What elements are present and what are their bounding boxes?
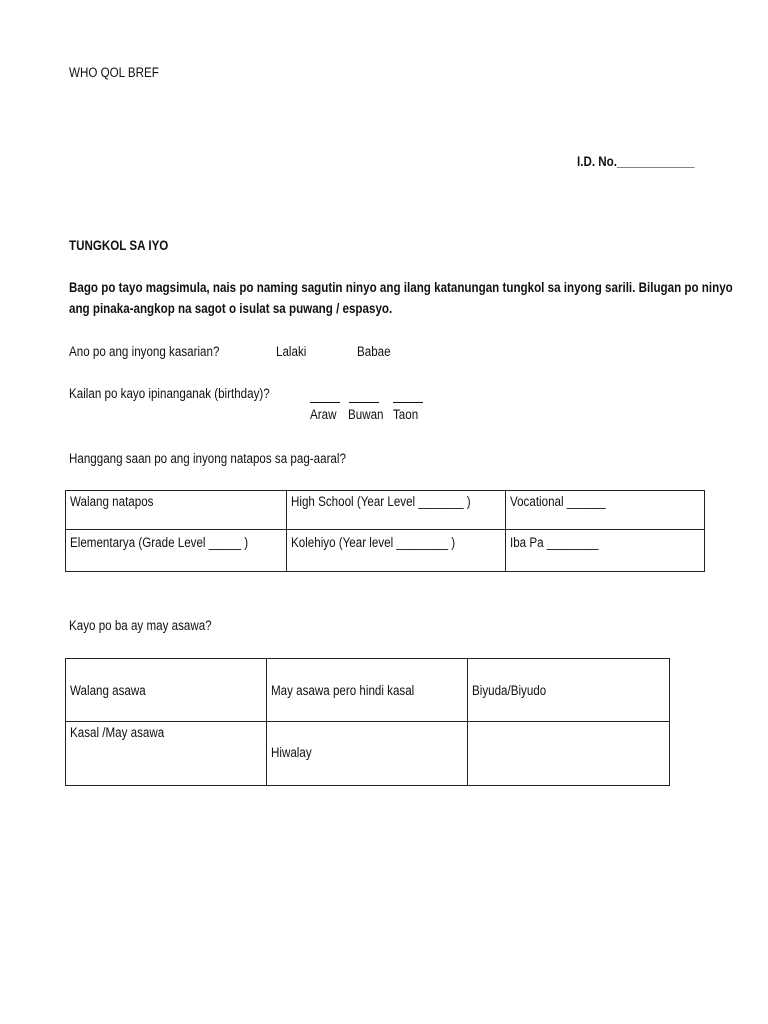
intro-text-line1: Bago po tayo magsimula, nais po naming sagutin ninyo ang ilang katanungan tungkol sa inyong sarili. Bilugan po ninyo (69, 280, 733, 295)
education-cell[interactable] (287, 530, 506, 572)
marital-question: Kayo po ba ay may asawa? (69, 618, 212, 633)
marital-cell[interactable] (66, 659, 267, 722)
education-question: Hanggang saan po ang inyong natapos sa pag-aaral? (69, 451, 346, 466)
marital-table (65, 658, 670, 786)
education-option-none: Walang natapos (70, 494, 154, 509)
marital-cell[interactable] (66, 722, 267, 786)
form-header: WHO QOL BREF (69, 65, 159, 80)
education-cell[interactable] (66, 530, 287, 572)
marital-option-married: Kasal /May asawa (70, 725, 165, 740)
marital-cell-empty (468, 722, 670, 786)
intro-text-line2: ang pinaka-angkop na sagot o isulat sa puwang / espasyo. (69, 301, 393, 316)
birthday-day-label: Araw (310, 407, 337, 422)
education-option-elementary: Elementarya (Grade Level _____ ) (70, 535, 249, 550)
birthday-year-label: Taon (393, 407, 419, 422)
education-option-college: Kolehiyo (Year level ________ ) (291, 535, 456, 550)
education-cell[interactable] (506, 491, 705, 530)
education-option-other: Iba Pa ________ (510, 535, 599, 550)
marital-option-unmarried-partner: May asawa pero hindi kasal (271, 683, 415, 698)
birthday-day-blank[interactable] (310, 401, 340, 403)
marital-option-separated: Hiwalay (271, 745, 312, 760)
marital-cell[interactable] (468, 659, 670, 722)
marital-row (66, 722, 670, 786)
birthday-month-label: Buwan (348, 407, 384, 422)
sex-question: Ano po ang inyong kasarian? (69, 344, 220, 359)
education-table (65, 490, 705, 572)
education-cell[interactable] (66, 491, 287, 530)
education-cell[interactable] (287, 491, 506, 530)
id-number-field: I.D. No.____________ (577, 154, 695, 169)
marital-row (66, 659, 670, 722)
marital-option-widowed: Biyuda/Biyudo (472, 683, 547, 698)
sex-option-male[interactable]: Lalaki (276, 344, 307, 359)
sex-option-female[interactable]: Babae (357, 344, 391, 359)
education-option-vocational: Vocational ______ (510, 494, 606, 509)
birthday-question: Kailan po kayo ipinanganak (birthday)? (69, 386, 270, 401)
birthday-month-blank[interactable] (349, 401, 379, 403)
education-row (66, 530, 705, 572)
education-cell[interactable] (506, 530, 705, 572)
education-option-highschool: High School (Year Level _______ ) (291, 494, 471, 509)
marital-cell[interactable] (267, 722, 468, 786)
marital-option-single: Walang asawa (70, 683, 146, 698)
birthday-year-blank[interactable] (393, 401, 423, 403)
section-title: TUNGKOL SA IYO (69, 238, 169, 253)
education-row (66, 491, 705, 530)
marital-cell[interactable] (267, 659, 468, 722)
